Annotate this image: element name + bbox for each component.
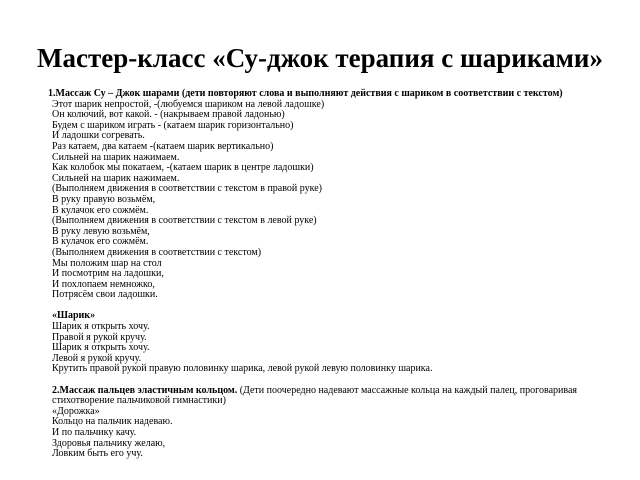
- text-line: Раз катаем, два катаем -(катаем шарик вертикально): [52, 140, 274, 152]
- text-line: Этот шарик непростой, -(любуемся шариком на левой ладошке): [52, 98, 325, 110]
- section-1-heading: 1.Массаж Су – Джок шарами (дети повторяют слова и выполняют действия с шариком в соответствии с текстом): [48, 88, 563, 99]
- text-line: Сильней на шарик нажимаем.: [52, 172, 180, 184]
- text-line: Правой я рукой кручу.: [52, 331, 147, 343]
- spacer: [48, 301, 623, 312]
- text-line: Левой я рукой кручу.: [52, 352, 142, 364]
- section-3-paragraph: [48, 386, 623, 407]
- text-line: Здоровья пальчику желаю,: [52, 437, 166, 449]
- text-line: И по пальчику качу.: [52, 427, 137, 438]
- text-line: Кольцо на пальчик надеваю.: [52, 416, 173, 428]
- text-line: Мы положим шар на стол: [52, 257, 162, 269]
- section-3-intro: (Дети поочередно надевают массажные кольца на каждый палец, проговаривая стихотворение пальчиковой гимнастики): [52, 384, 577, 407]
- section-2-heading: «Шарик»: [52, 310, 96, 322]
- text-line: Он колючий, вот какой. - (накрываем правой ладонью): [52, 109, 285, 121]
- text-line: И посмотрим на ладошки,: [52, 268, 164, 280]
- text-line: В руку правую возьмём,: [52, 193, 156, 205]
- text-line: В кулачок его сожмём.: [52, 236, 149, 248]
- text-line: Как колобок мы покатаем, -(катаем шарик в центре ладошки): [52, 162, 314, 174]
- text-line: Потрясём свои ладошки.: [52, 289, 158, 301]
- text-line: Сильней на шарик нажимаем.: [52, 151, 180, 163]
- text-line: (Выполняем движения в соответствии с текстом): [52, 246, 262, 258]
- text-line: «Дорожка»: [52, 405, 100, 417]
- text-line: В кулачок его сожмём.: [52, 204, 149, 216]
- section-3-heading: 2.Массаж пальцев эластичным кольцом.: [52, 384, 238, 396]
- text-line: Шарик я открыть хочу.: [52, 321, 150, 333]
- text-line: (Выполняем движения в соответствии с текстом в правой руке): [52, 183, 322, 195]
- page-title: Мастер-класс «Су-джок терапия с шариками»: [37, 43, 603, 73]
- text-line: И ладошки согревать.: [52, 130, 145, 142]
- text-line: В руку левую возьмём,: [52, 225, 150, 237]
- text-line: (Выполняем движения в соответствии с текстом в левой руке): [52, 215, 317, 227]
- text-line: Крутить правой рукой правую половинку шарика, левой рукой левую половинку шарика.: [52, 363, 433, 375]
- text-line: Будем с шариком играть - (катаем шарик горизонтально): [52, 119, 294, 131]
- content-body: [48, 89, 623, 460]
- text-line: Ловким быть его учу.: [52, 448, 143, 460]
- text-line: Шарик я открыть хочу.: [52, 342, 150, 354]
- text-line: И похлопаем немножко,: [52, 278, 155, 290]
